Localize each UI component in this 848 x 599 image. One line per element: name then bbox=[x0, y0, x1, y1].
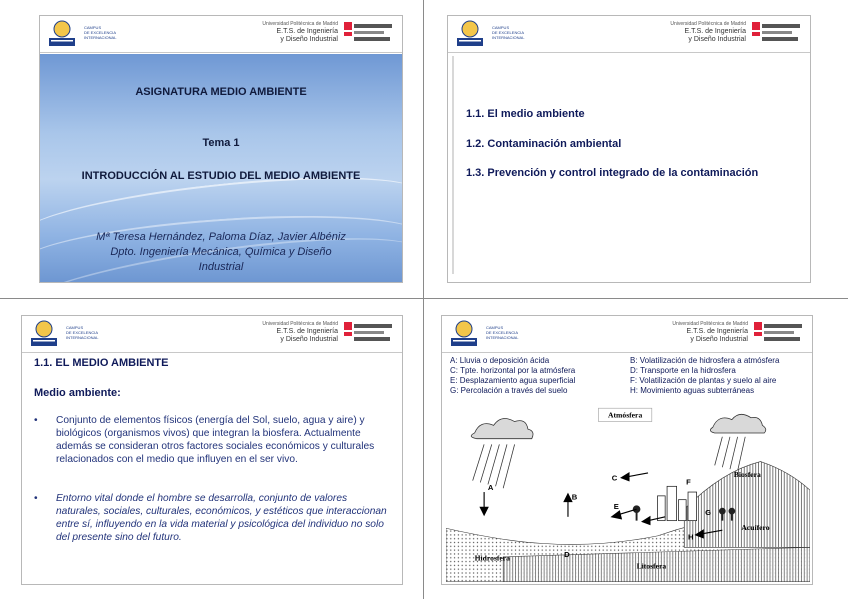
label-d: D bbox=[564, 549, 570, 559]
topic-number: Tema 1 bbox=[202, 137, 240, 149]
school-name: Universidad Politécnica de Madrid E.T.S. de Ingeniería y Diseño Industrial bbox=[262, 321, 338, 343]
legend-row: A: Lluvia o deposición ácida B: Volatilización de hidrosfera a atmósfera bbox=[450, 356, 780, 365]
lithosphere-label: Litosfera bbox=[636, 561, 667, 571]
school-name: Universidad Politécnica de Madrid E.T.S. de Ingeniería y Diseño Industrial bbox=[670, 21, 746, 43]
university-seal-icon bbox=[46, 19, 78, 49]
outline-item-2: 1.2. Contaminación ambiental bbox=[466, 138, 622, 150]
slide-header bbox=[442, 316, 812, 352]
course-title: ASIGNATURA MEDIO AMBIENTE bbox=[135, 86, 307, 98]
university-seal-icon bbox=[28, 319, 60, 349]
rain-right bbox=[715, 437, 745, 471]
bullet-definition-2: • Entorno vital donde el hombre se desarrolla, conjunto de valores naturales, sociales, culturales, económicos, y estéticos que interaccionan entre sí, influyendo en la vida material y psicológica del individuo no solo del presente sino del futuro. bbox=[34, 493, 387, 543]
label-g: G bbox=[705, 507, 712, 517]
bullet-icon: • bbox=[34, 415, 38, 426]
ingenieria-logo-icon bbox=[752, 320, 806, 348]
campus-label: CAMPUS DE EXCELENCIA INTERNACIONAL bbox=[492, 25, 525, 40]
slide-2 bbox=[447, 15, 811, 283]
school-block bbox=[262, 20, 396, 48]
campus-label: CAMPUS DE EXCELENCIA INTERNACIONAL bbox=[66, 325, 99, 340]
slide-header bbox=[448, 16, 810, 52]
ingenieria-logo-icon bbox=[342, 320, 396, 348]
legend-row: G: Percolación a través del suelo H: Movimiento aguas subterráneas bbox=[450, 386, 755, 395]
campus-label: CAMPUS DE EXCELENCIA INTERNACIONAL bbox=[486, 325, 519, 340]
ingenieria-logo-icon bbox=[342, 20, 396, 48]
ingenieria-logo-icon bbox=[750, 20, 804, 48]
process-legend bbox=[450, 356, 808, 396]
label-h: H bbox=[688, 532, 694, 542]
cloud-right bbox=[710, 414, 765, 433]
university-seal-icon bbox=[454, 19, 486, 49]
title-background bbox=[40, 54, 402, 282]
label-a: A bbox=[487, 483, 494, 493]
biosphere-label: Biosfera bbox=[733, 469, 761, 479]
slide-header bbox=[22, 316, 402, 352]
hydrosphere-label: Hidrosfera bbox=[474, 553, 510, 563]
outline-item-3: 1.3. Prevención y control integrado de la contaminación bbox=[466, 167, 759, 179]
slide-3 bbox=[21, 315, 403, 585]
outline-item-1: 1.1. El medio ambiente bbox=[466, 108, 585, 120]
atmosphere-label: Atmósfera bbox=[608, 410, 643, 420]
label-b: B bbox=[571, 492, 578, 502]
school-block bbox=[672, 320, 806, 348]
campus-label: CAMPUS DE EXCELENCIA INTERNACIONAL bbox=[84, 25, 117, 40]
legend-row: C: Tpte. horizontal por la atmósfera D: Transporte en la hidrosfera bbox=[450, 366, 736, 375]
topic-title: INTRODUCCIÓN AL ESTUDIO DEL MEDIO AMBIENTE bbox=[81, 170, 361, 182]
bullet-icon: • bbox=[34, 493, 38, 504]
cloud-left bbox=[471, 418, 533, 438]
bullet-definition-1: • Conjunto de elementos físicos (energía del Sol, suelo, agua y aire) y biológicos (organismos vivos) que integran la biosfera. Actualmente además se consideran otros factores sociales económicos y culturales relacionados con el medio que influyen en el ser vivo. bbox=[34, 415, 375, 465]
university-seal-icon bbox=[448, 319, 480, 349]
slide-1 bbox=[39, 15, 403, 283]
school-block bbox=[262, 320, 396, 348]
slide-4 bbox=[441, 315, 813, 585]
label-f: F bbox=[686, 477, 691, 487]
label-c: C bbox=[611, 473, 618, 483]
slide-header bbox=[40, 16, 402, 52]
aquifer-label: Acuífero bbox=[741, 523, 770, 533]
school-name: Universidad Politécnica de Madrid E.T.S. de Ingeniería y Diseño Industrial bbox=[672, 321, 748, 343]
school-block bbox=[670, 20, 804, 48]
section-heading: 1.1. EL MEDIO AMBIENTE bbox=[34, 357, 169, 369]
rain-left bbox=[473, 444, 515, 488]
vertical-divider bbox=[423, 0, 424, 599]
environment-cycle-diagram bbox=[446, 400, 810, 585]
authors: Mª Teresa Hernández, Paloma Díaz, Javier Albéniz Dpto. Ingeniería Mecánica, Química y Diseño Industrial bbox=[96, 231, 346, 273]
label-e: E bbox=[613, 502, 619, 512]
horizontal-divider bbox=[0, 298, 848, 299]
legend-row: E: Desplazamiento agua superficial F: Volatilización de plantas y suelo al aire bbox=[450, 376, 777, 385]
school-name: Universidad Politécnica de Madrid E.T.S. de Ingeniería y Diseño Industrial bbox=[262, 21, 338, 43]
section-subheading: Medio ambiente: bbox=[34, 387, 121, 399]
city-skyline bbox=[658, 486, 697, 520]
